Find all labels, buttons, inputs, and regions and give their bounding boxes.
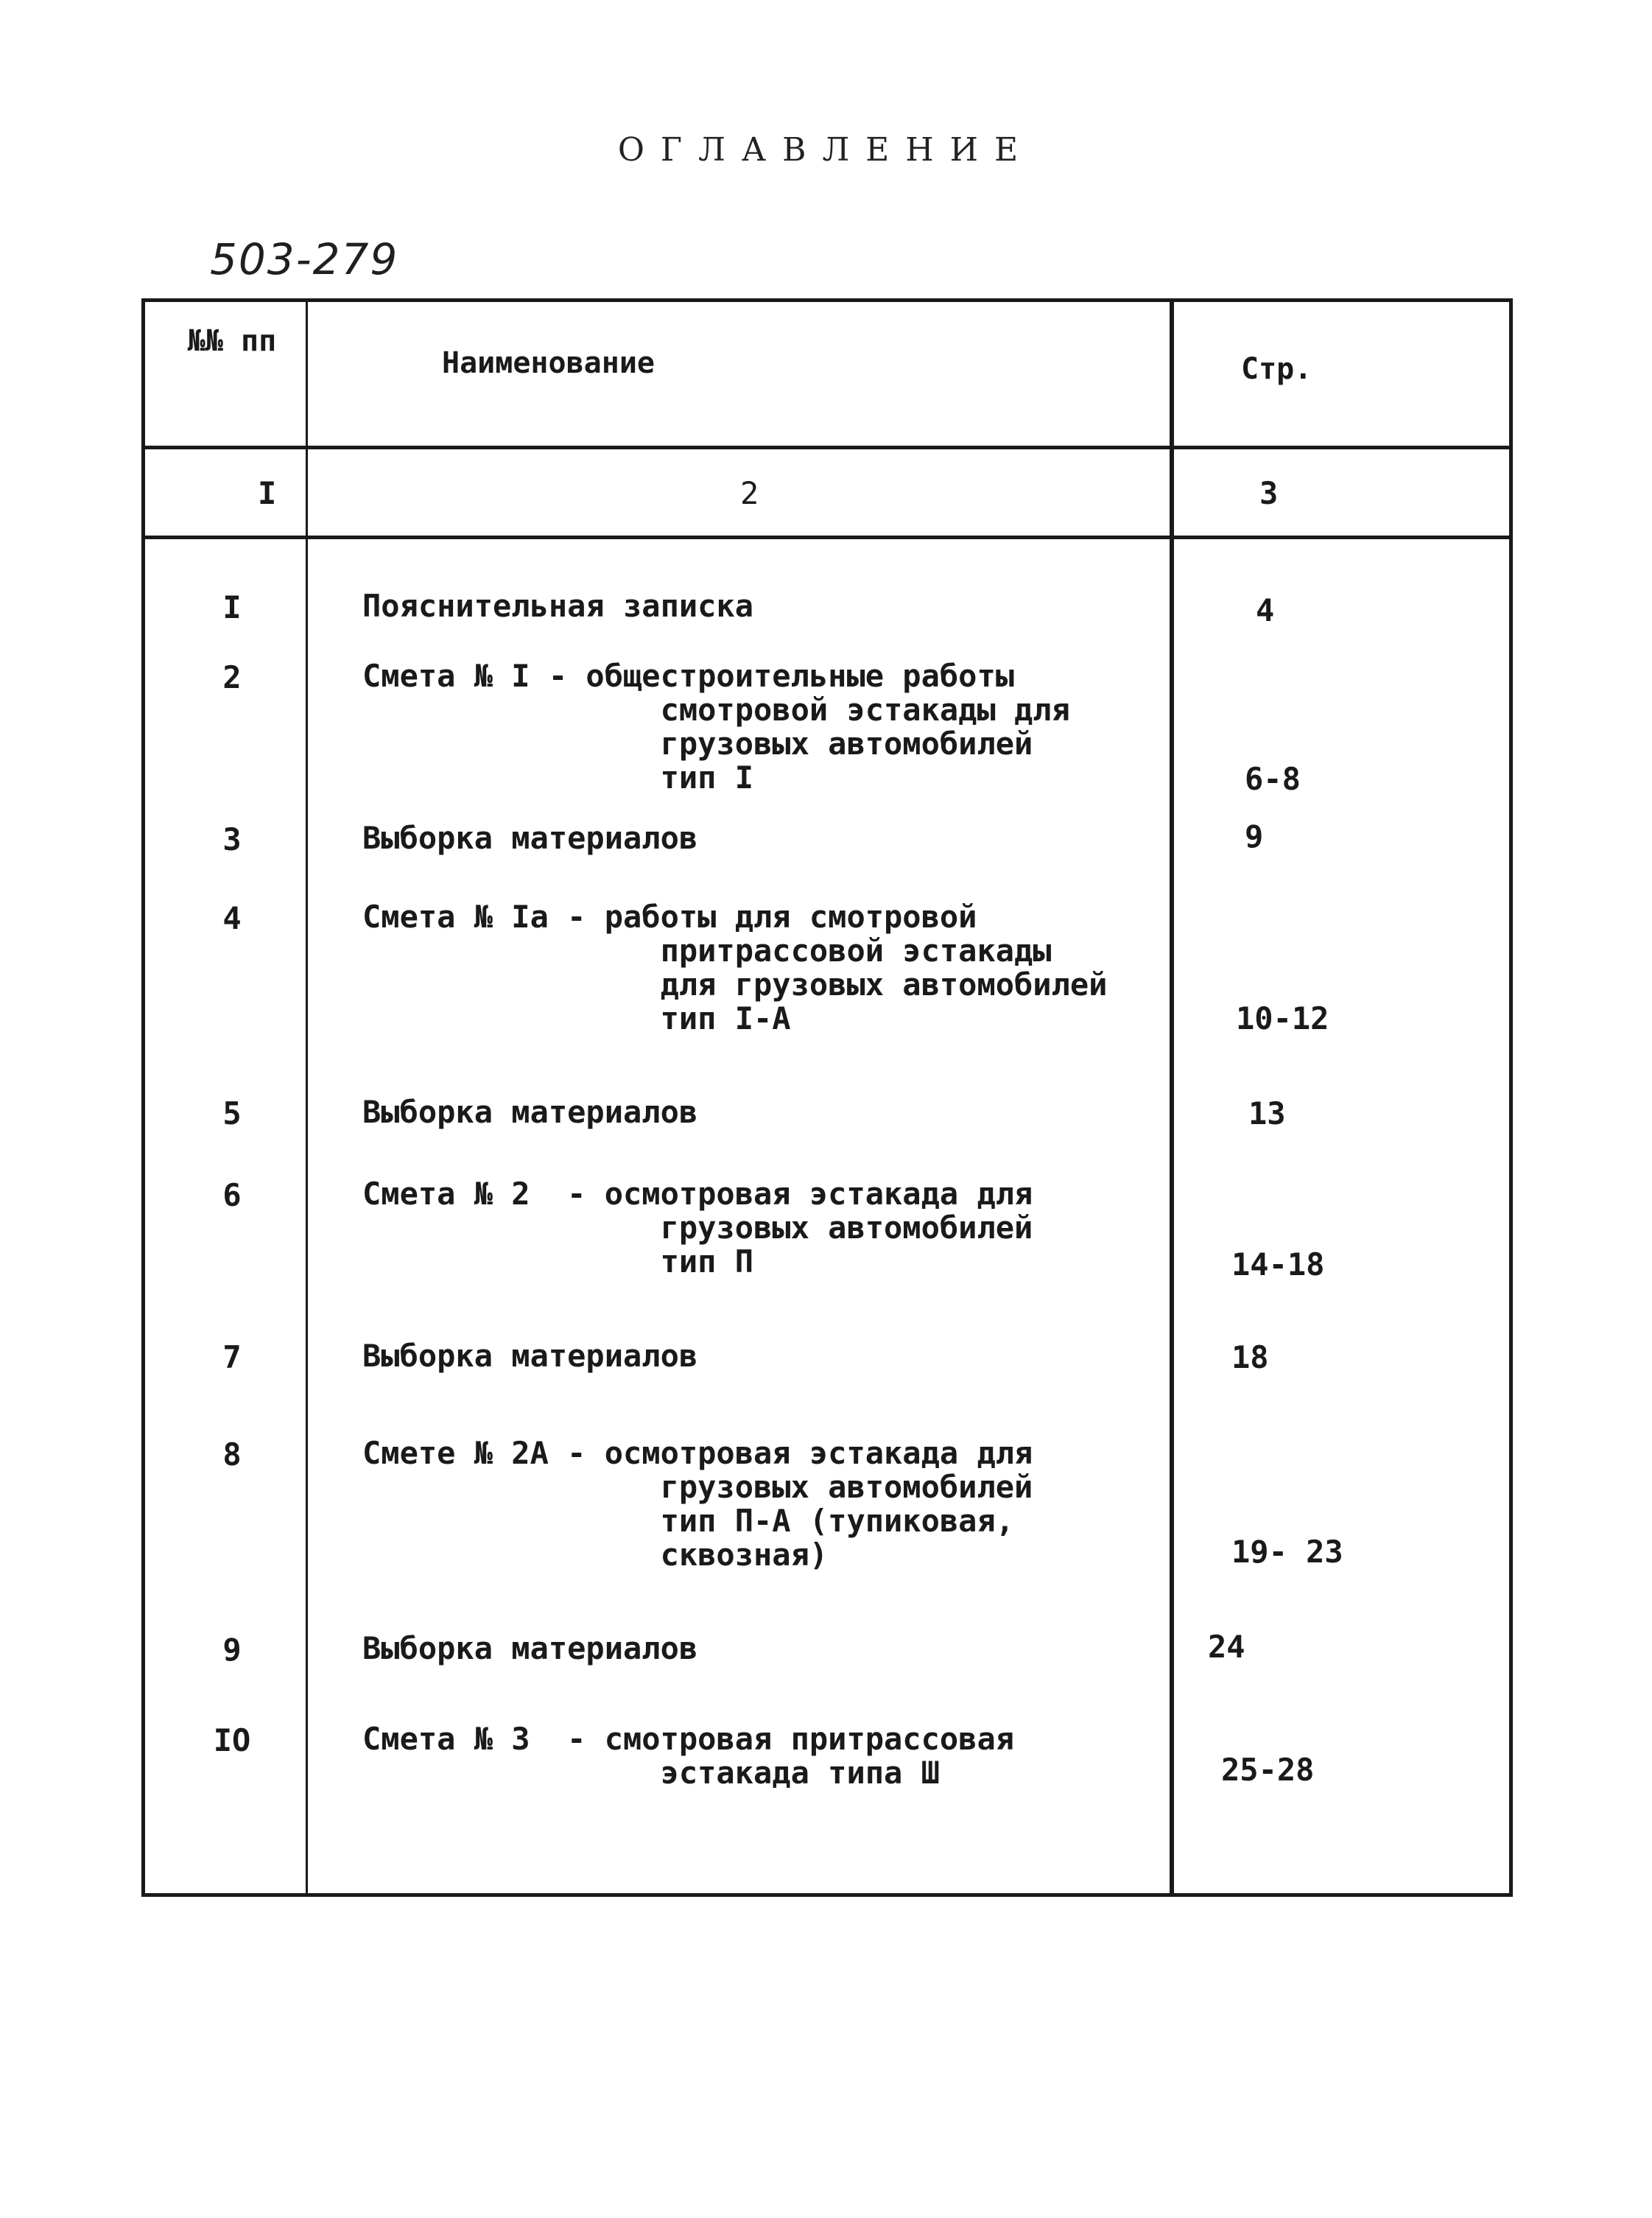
row-page: 14-18 bbox=[1231, 1246, 1325, 1282]
row-title: Пояснительная записка bbox=[362, 588, 754, 624]
row-title: Смета № 3 - смотровая притрассовая эстакада типа Ш bbox=[362, 1721, 1015, 1791]
row-page: 25-28 bbox=[1221, 1752, 1315, 1788]
row-page: 10-12 bbox=[1236, 1000, 1329, 1036]
row-number: 6 bbox=[222, 1177, 242, 1213]
row-page: 6-8 bbox=[1245, 761, 1301, 797]
row-title: Смете № 2А - осмотровая эстакада для грузовых автомобилей тип П-А (тупиковая, сквозная) bbox=[362, 1435, 1033, 1573]
column-number-3: 3 bbox=[1259, 475, 1279, 511]
row-title: Смета № Iа - работы для смотровой притрассовой эстакады для грузовых автомобилей тип I-А bbox=[362, 899, 1108, 1036]
row-number: 4 bbox=[222, 900, 242, 936]
column-number-2: 2 bbox=[740, 475, 759, 511]
page-title: ОГЛАВЛЕНИЕ bbox=[617, 131, 1035, 169]
row-number: 2 bbox=[222, 659, 242, 695]
row-title: Выборка материалов bbox=[362, 820, 698, 856]
row-page: 4 bbox=[1256, 592, 1275, 628]
row-page: 9 bbox=[1245, 818, 1264, 854]
row-number: 3 bbox=[222, 821, 242, 857]
header-page: Стр. bbox=[1241, 352, 1312, 386]
row-title: Смета № 2 - осмотровая эстакада для грузовых автомобилей тип П bbox=[362, 1176, 1033, 1280]
column-number-1: I bbox=[258, 475, 277, 511]
row-title: Выборка материалов bbox=[362, 1338, 698, 1374]
row-page: 13 bbox=[1248, 1095, 1286, 1131]
row-title: Выборка материалов bbox=[362, 1094, 698, 1130]
row-number: 9 bbox=[222, 1632, 242, 1668]
row-title: Выборка материалов bbox=[362, 1630, 698, 1666]
row-page: 18 bbox=[1231, 1339, 1269, 1375]
row-page: 24 bbox=[1208, 1629, 1245, 1665]
row-number: 8 bbox=[222, 1436, 242, 1473]
row-number: 7 bbox=[222, 1339, 242, 1375]
row-page: 19- 23 bbox=[1231, 1534, 1343, 1570]
header-number: №№ пп bbox=[187, 324, 277, 358]
row-number: I bbox=[222, 589, 242, 625]
row-number: 5 bbox=[222, 1095, 242, 1131]
row-title: Смета № I - общестроительные работы смотровой эстакады для грузовых автомобилей тип I bbox=[362, 658, 1070, 796]
row-divider bbox=[141, 446, 1513, 449]
header-name: Наименование bbox=[442, 346, 655, 380]
row-divider bbox=[141, 536, 1513, 539]
row-number: IO bbox=[213, 1722, 251, 1758]
document-code: 503-279 bbox=[210, 234, 399, 284]
